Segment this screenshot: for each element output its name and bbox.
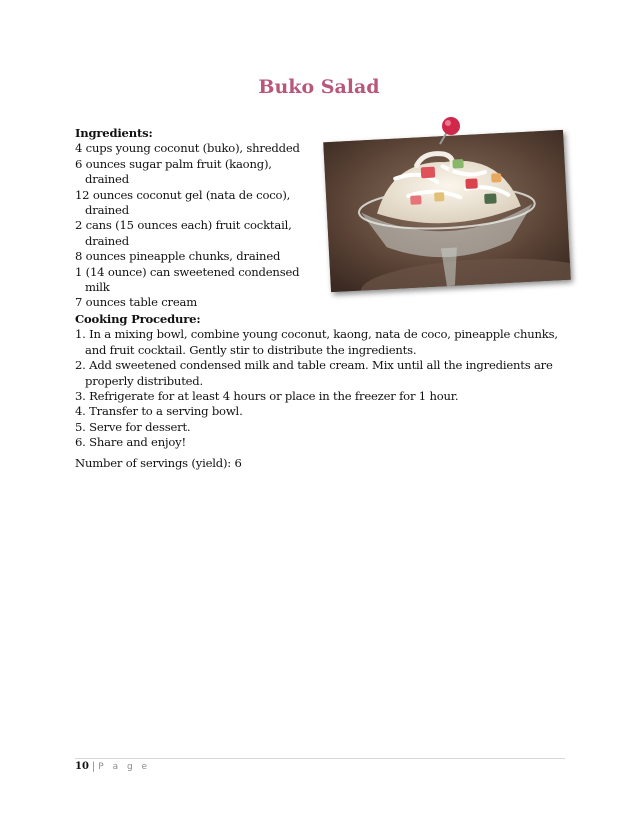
page-word: P a g e (98, 762, 151, 772)
ingredient-item: 12 ounces coconut gel (nata de coco), drained (75, 187, 291, 218)
procedure-section (75, 312, 575, 451)
ingredient-item: 4 cups young coconut (buko), shredded (75, 141, 300, 156)
procedure-step: 1. In a mixing bowl, combine young coconut, kaong, nata de coco, pineapple chunks, and fruit cocktail. Gently stir to distribute the ingredients. (75, 327, 558, 357)
procedure-step: 5. Serve for dessert. (75, 419, 191, 434)
procedure-label: Cooking Procedure: (75, 312, 201, 326)
procedure-step: 4. Transfer to a serving bowl. (75, 404, 243, 419)
salad-glass-illustration (323, 130, 571, 292)
procedure-step: 3. Refrigerate for at least 4 hours or place in the freezer for 1 hour. (75, 389, 459, 404)
procedure-step: 6. Share and enjoy! (75, 435, 186, 450)
page-footer (75, 761, 150, 772)
footer-separator: | (91, 761, 96, 772)
push-pin-icon (432, 114, 464, 148)
procedure-steps (75, 327, 575, 450)
ingredients-list (75, 141, 315, 310)
buko-salad-photo (323, 130, 571, 292)
ingredients-section (75, 126, 315, 311)
ingredient-item: 2 cans (15 ounces each) fruit cocktail, drained (75, 218, 292, 248)
ingredients-label: Ingredients: (75, 126, 153, 140)
ingredient-item: 8 ounces pineapple chunks, drained (75, 249, 281, 264)
ingredient-item: 1 (14 ounce) can sweetened condensed milk (75, 264, 300, 295)
procedure-step: 2. Add sweetened condensed milk and table cream. Mix until all the ingredients are properly distributed. (75, 358, 553, 388)
servings-text: Number of servings (yield): 6 (75, 456, 242, 470)
footer-divider (75, 758, 565, 759)
ingredient-item: 7 ounces table cream (75, 295, 198, 310)
page-number: 10 (75, 761, 89, 772)
page-title: Buko Salad (258, 76, 380, 98)
ingredient-item: 6 ounces sugar palm fruit (kaong), drained (75, 156, 272, 187)
